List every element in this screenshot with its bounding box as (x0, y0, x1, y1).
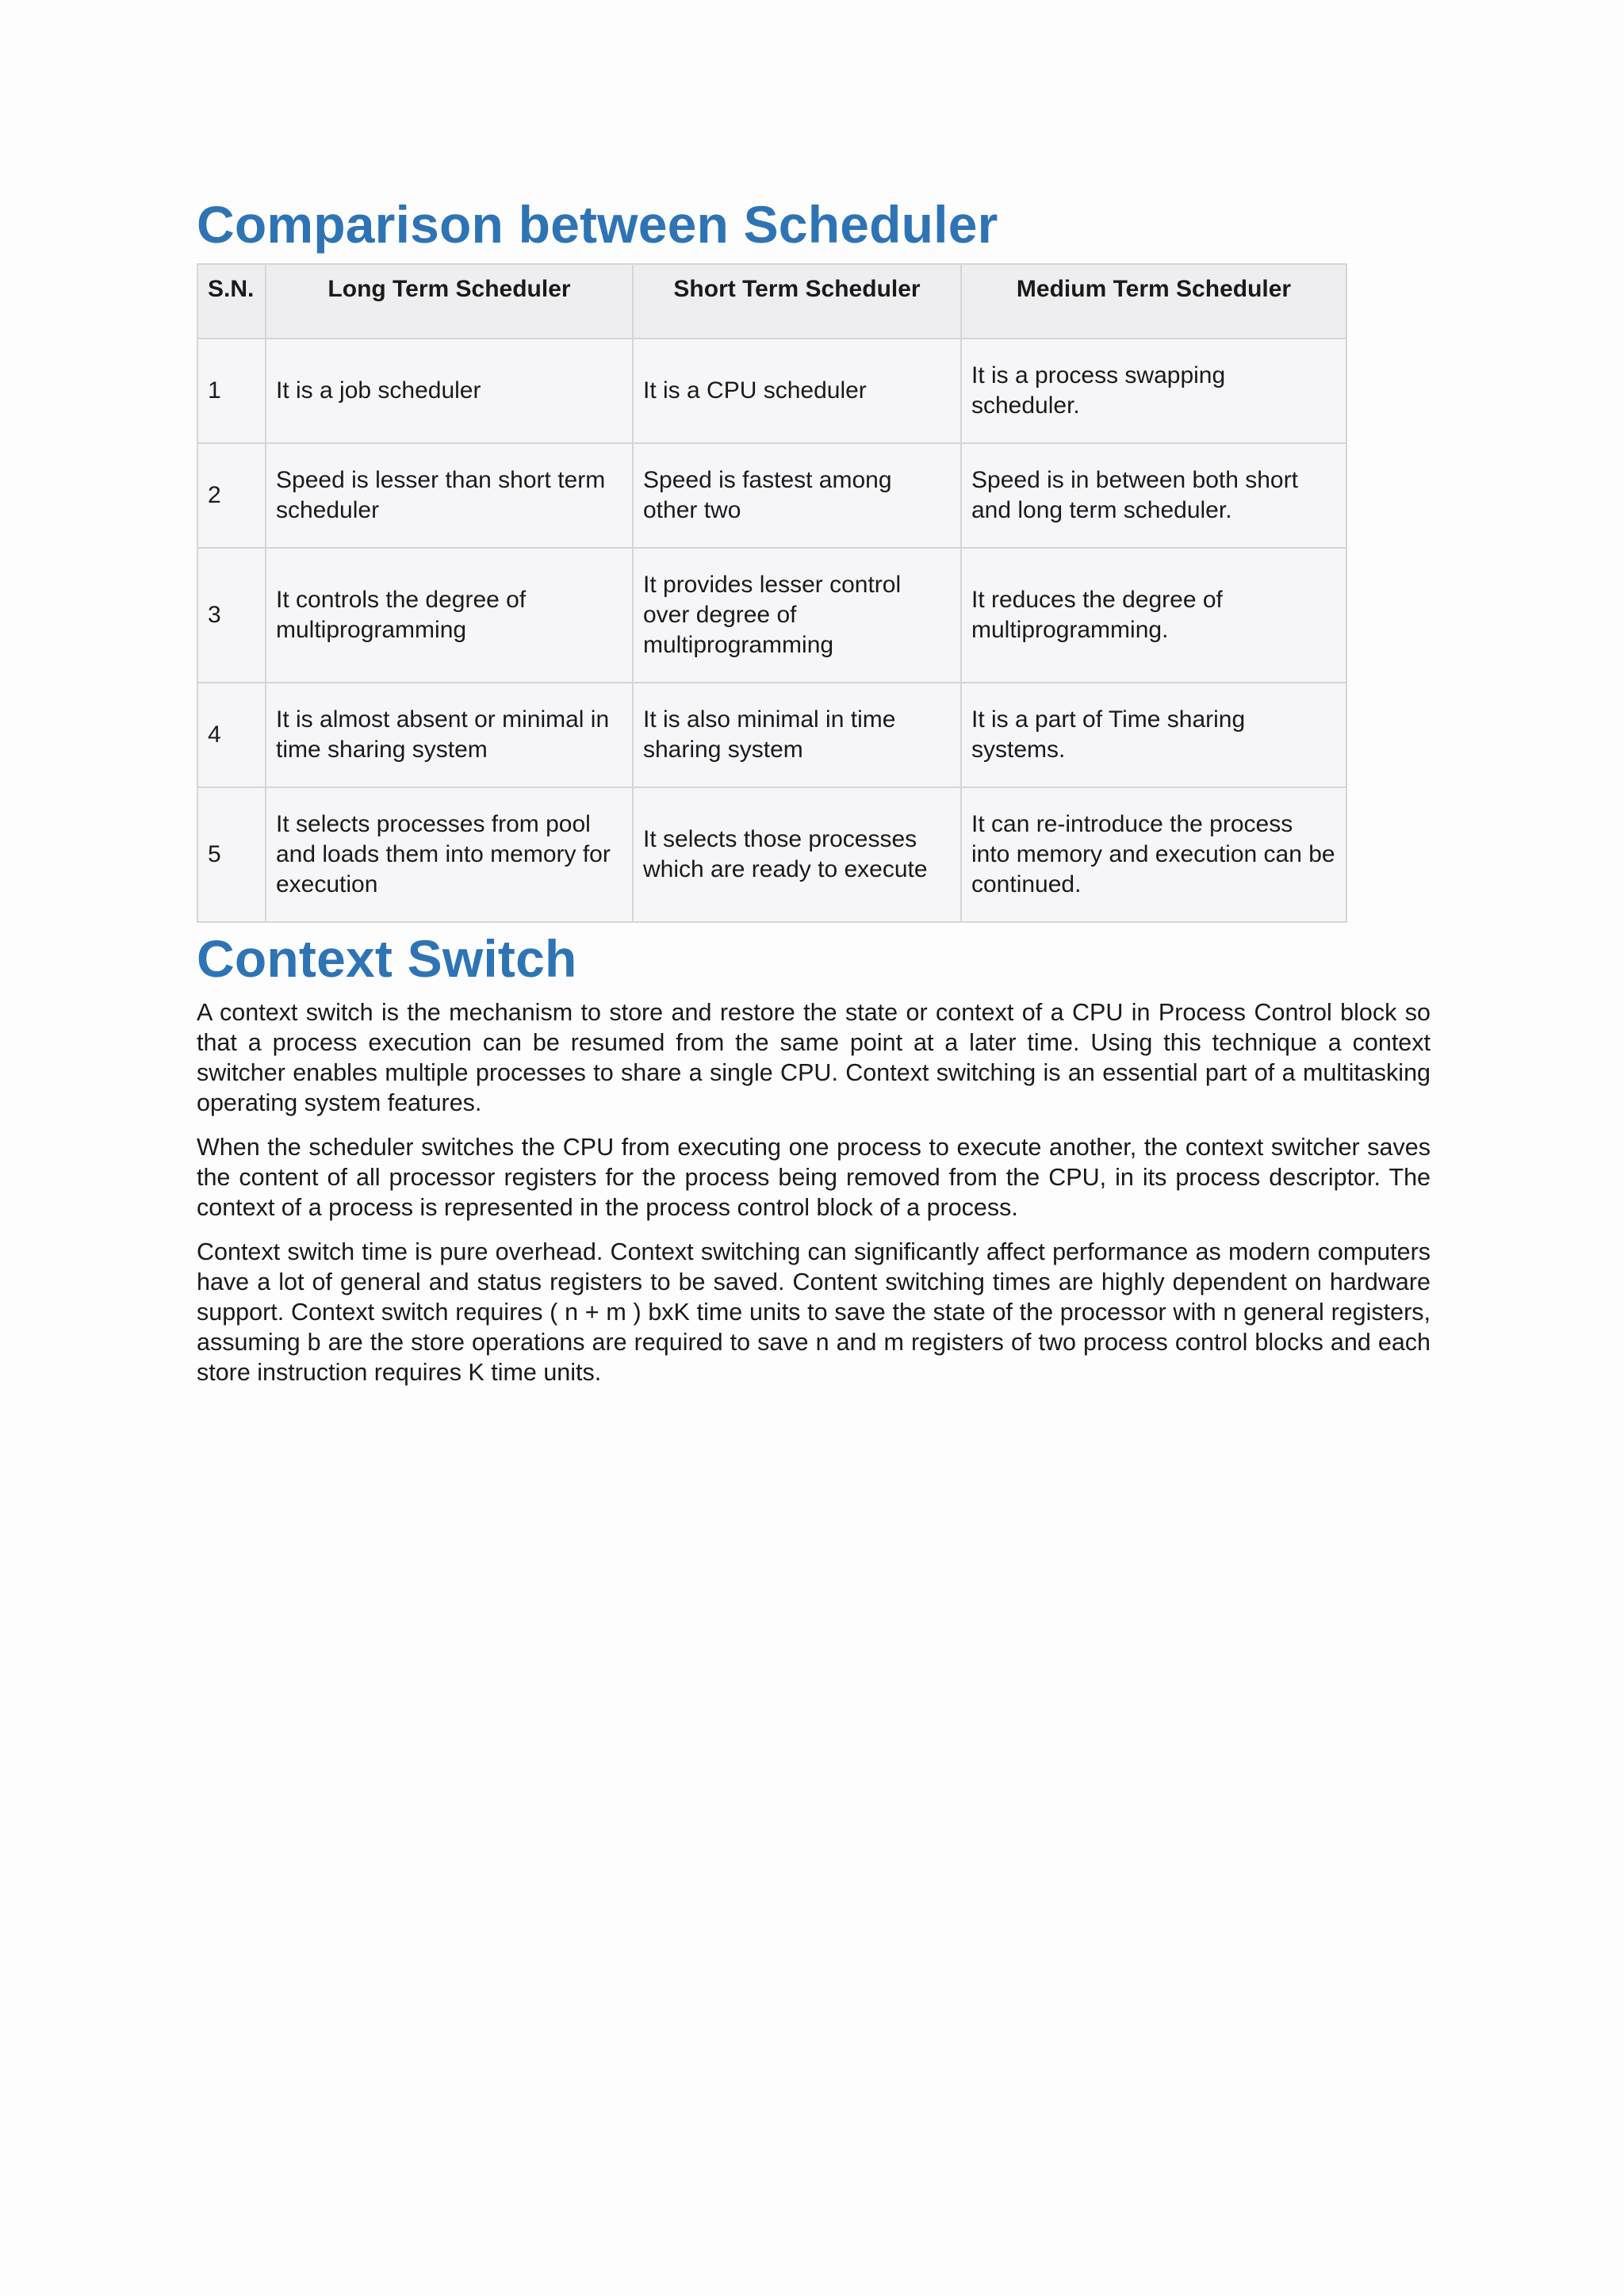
table-cell-medium-term: It can re-introduce the process into memory and execution can be continued. (961, 787, 1346, 922)
table-cell-short-term: It is also minimal in time sharing system (633, 683, 961, 787)
table-row (197, 339, 1346, 443)
section-title-context-switch: Context Switch (197, 929, 577, 988)
table-cell-medium-term: It reduces the degree of multiprogramming. (961, 548, 1346, 683)
table-header-sn: S.N. (197, 264, 266, 339)
table-cell-sn: 2 (197, 443, 266, 548)
paragraph-context-switch-process: When the scheduler switches the CPU from executing one process to execute another, the context switcher saves the content of all processor registers for the process being removed from the CPU, in its process descriptor. The context of a process is represented in the process control block of a process. (197, 1134, 1431, 1221)
table-header-long-term: Long Term Scheduler (266, 264, 633, 339)
table-cell-sn: 5 (197, 787, 266, 922)
table-row (197, 683, 1346, 787)
paragraph-context-switch-overhead: Context switch time is pure overhead. Context switching can significantly affect performance as modern computers have a lot of general and status registers to be saved. Content switching times are highly dependent on hardware support. Context switch requires ( n + m ) bxK time units to save the state of the processor with n general registers, assuming b are the store operations are required to save n and m registers of two process control blocks and each store instruction requires K time units. (197, 1238, 1431, 1386)
table-cell-short-term: It provides lesser control over degree of multiprogramming (633, 548, 961, 683)
table-cell-short-term: Speed is fastest among other two (633, 443, 961, 548)
table-cell-medium-term: Speed is in between both short and long term scheduler. (961, 443, 1346, 548)
table-cell-sn: 4 (197, 683, 266, 787)
table-cell-long-term: It is a job scheduler (266, 339, 633, 443)
document-page (197, 190, 1431, 1402)
paragraph-context-switch-definition: A context switch is the mechanism to store and restore the state or context of a CPU in Process Control block so that a process execution can be resumed from the same point at a later time. Using this technique a context switcher enables multiple processes to share a single CPU. Context switching is an essential part of a multitasking operating system features. (197, 999, 1431, 1116)
table-cell-long-term: It selects processes from pool and loads them into memory for execution (266, 787, 633, 922)
table-header-short-term: Short Term Scheduler (633, 264, 961, 339)
table-cell-long-term: Speed is lesser than short term scheduler (266, 443, 633, 548)
table-cell-medium-term: It is a part of Time sharing systems. (961, 683, 1346, 787)
table-header-row (197, 264, 1346, 339)
table-cell-long-term: It controls the degree of multiprogramming (266, 548, 633, 683)
table-cell-long-term: It is almost absent or minimal in time sharing system (266, 683, 633, 787)
table-header-medium-term: Medium Term Scheduler (961, 264, 1346, 339)
table-cell-sn: 1 (197, 339, 266, 443)
table-cell-short-term: It selects those processes which are ready to execute (633, 787, 961, 922)
scheduler-comparison-table (197, 263, 1347, 923)
table-cell-short-term: It is a CPU scheduler (633, 339, 961, 443)
table-cell-sn: 3 (197, 548, 266, 683)
table-row (197, 548, 1346, 683)
table-cell-medium-term: It is a process swapping scheduler. (961, 339, 1346, 443)
table-row (197, 443, 1346, 548)
table-row (197, 787, 1346, 922)
section-title-comparison: Comparison between Scheduler (197, 195, 998, 254)
